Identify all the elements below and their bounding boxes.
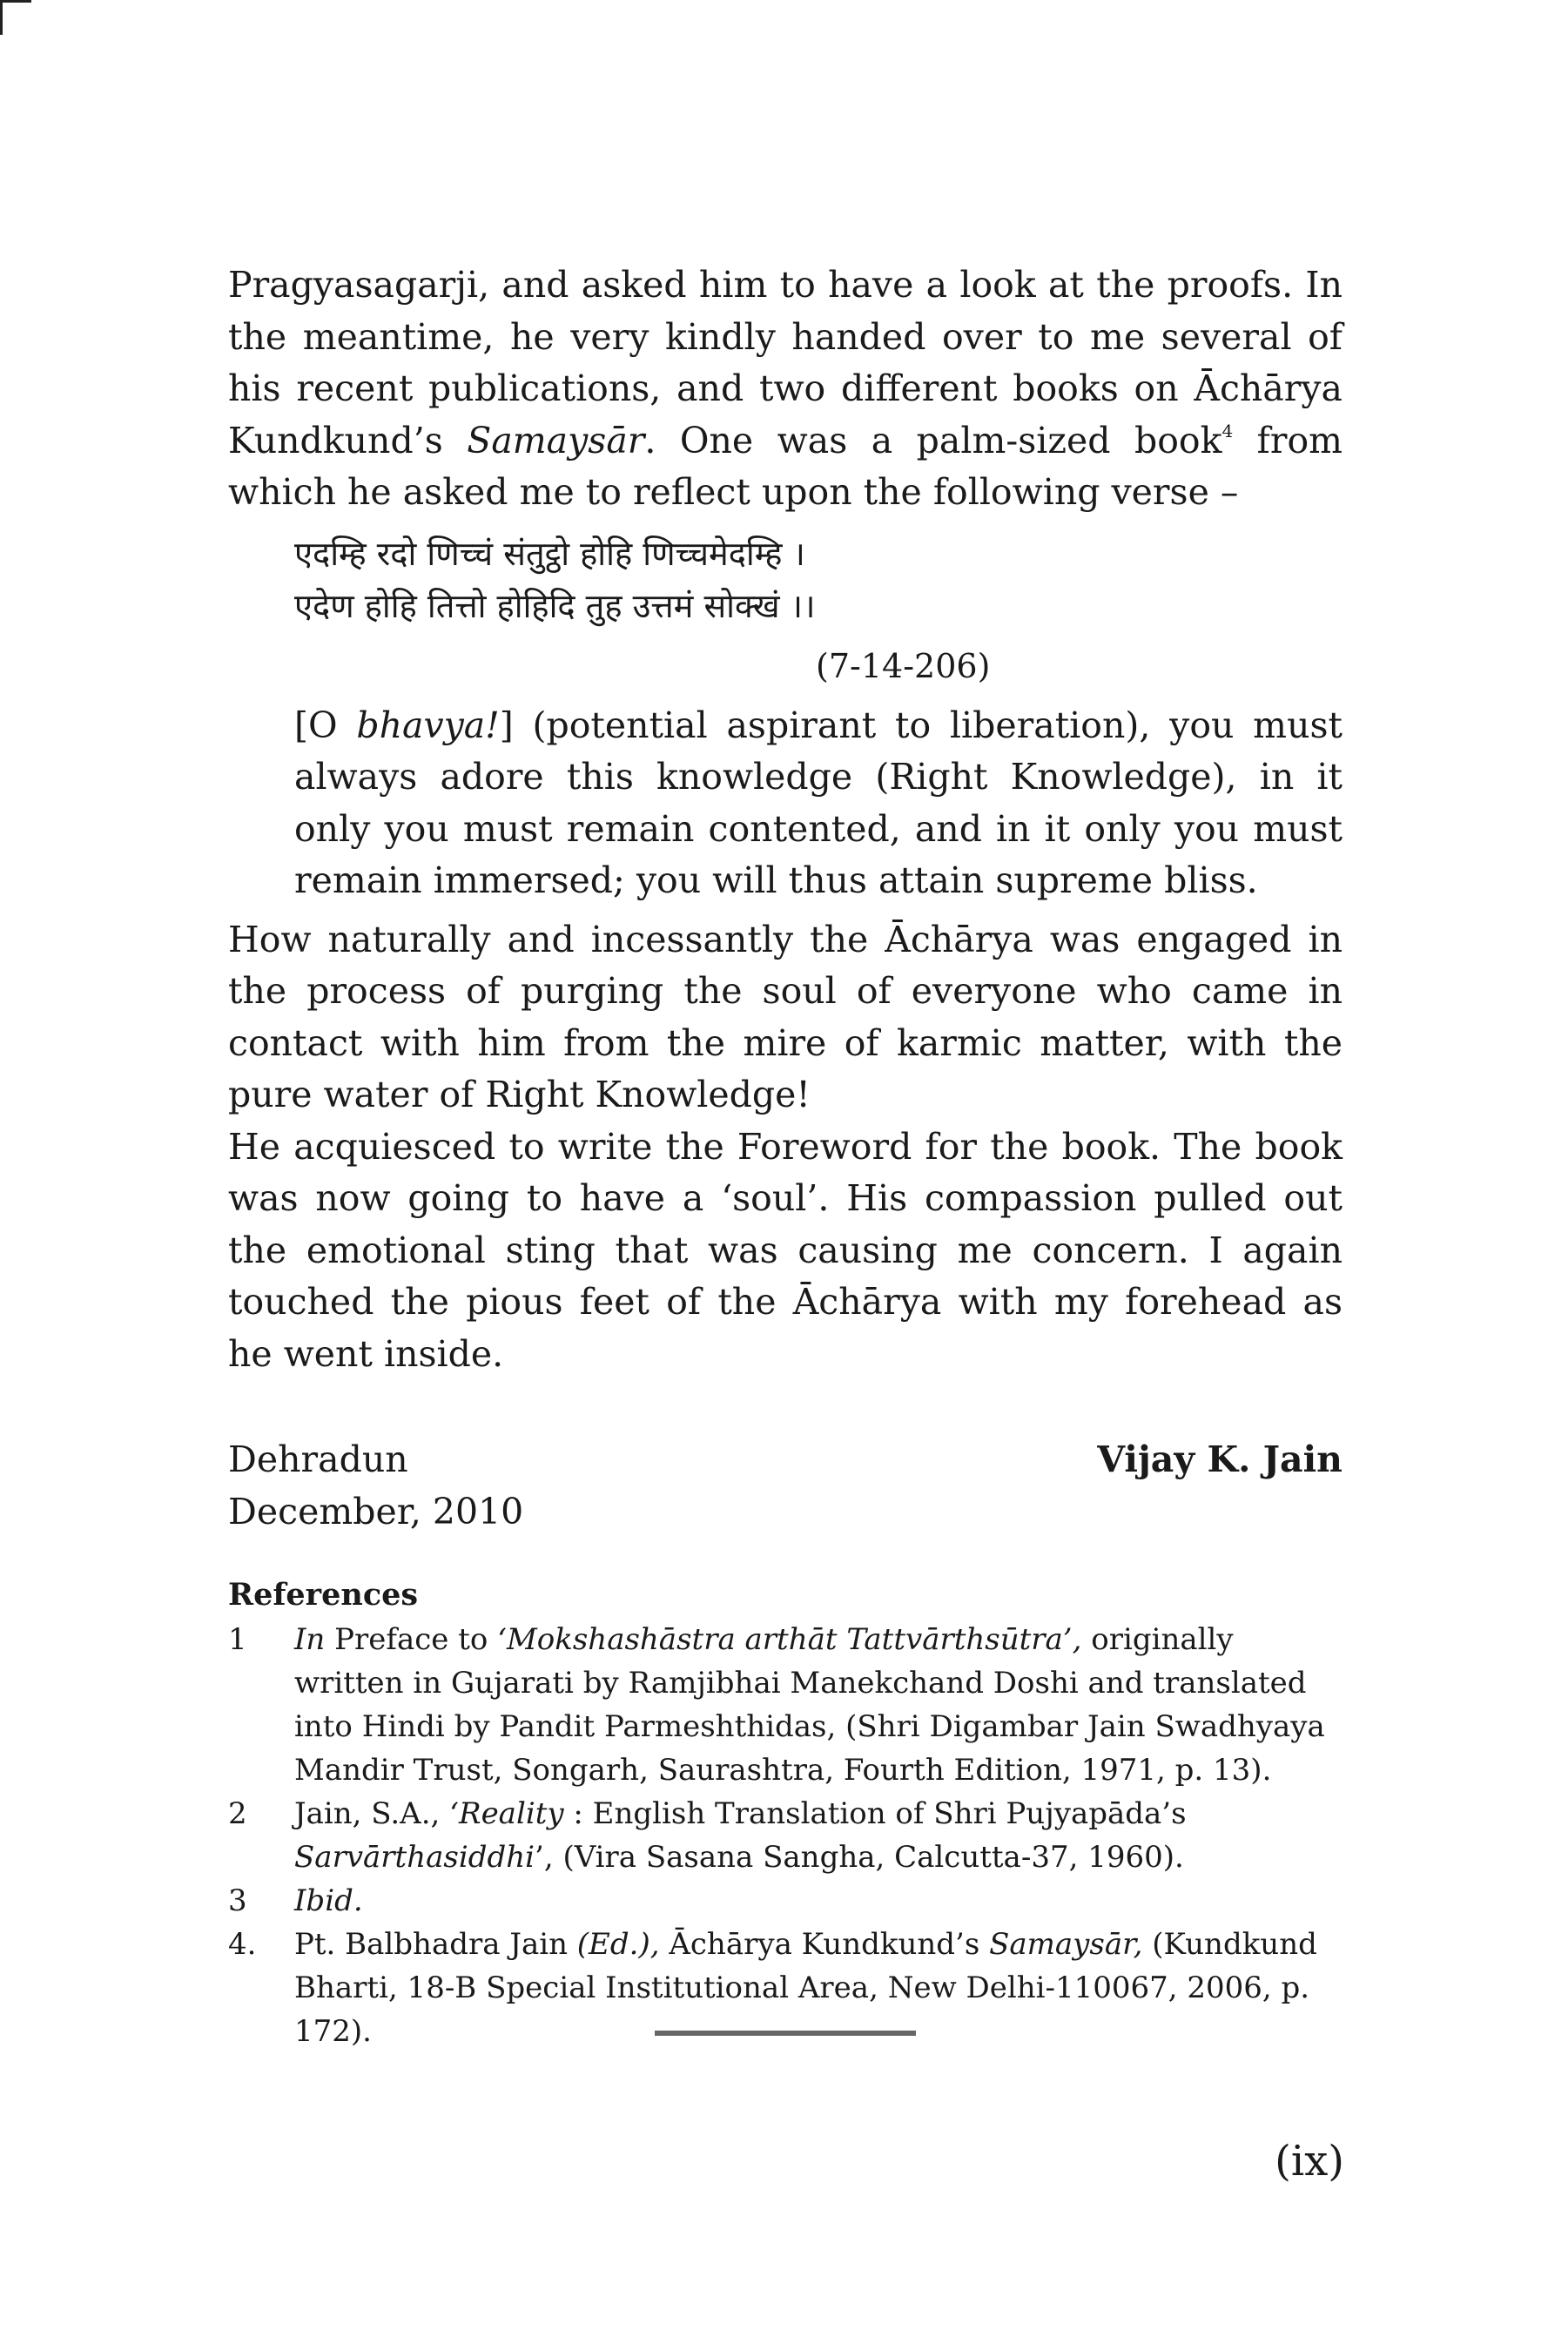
paragraph-3: He acquiesced to write the Foreword for the book. The book was now going to have a ‘soul’. His compassion pulled out the emotional sting that was causing me concern. I again touched the pious feet of the Āchārya with my forehead as he went inside. bbox=[228, 1125, 1343, 1375]
verse-reference: (7-14-206) bbox=[816, 646, 991, 685]
paragraph-1: Pragyasagarji, and asked him to have a look at the proofs. In the meantime, he very kindly handed over to me several of his recent publications, and two different books on Āchārya Kundkund’s Samaysār. One was a palm-sized book$^4$ from which he asked me to reflect upon the following verse – bbox=[228, 264, 1343, 513]
signature-block bbox=[228, 1434, 1343, 1538]
crop-mark bbox=[0, 0, 31, 35]
paragraph-2: How naturally and incessantly the Āchārya was engaged in the process of purging the soul of everyone who came in contact with him from the mire of karmic matter, with the pure water of Right Knowledge! bbox=[228, 918, 1343, 1115]
reference-item: 1 In Preface to ‘Mokshashāstra arthāt Tattvārthsūtra’, originally written in Gujarati by Ramjibhai Manekchand Doshi and translated into Hindi by Pandit Parmeshthidas, (Shri Digambar Jain Swadhyaya Mandir Trust, Songarh, Saurashtra, Fourth Edition, 1971, p. 13). bbox=[228, 1622, 1325, 1788]
verse-translation: [O bhavya!] (potential aspirant to liberation), you must always adore this knowledge (Right Knowledge), in it only you must remain contented, and in it only you must remain immersed; you will thus attain supreme bliss. bbox=[294, 704, 1343, 901]
page-number: (ix) bbox=[1275, 2137, 1344, 2186]
footnote-marker-4: 4 bbox=[1221, 420, 1234, 441]
reference-item: 2 Jain, S.A., ‘Reality : English Translation of Shri Pujyapāda’s Sarvārthasiddhi’, (Vira Sasana Sangha, Calcutta-37, 1960). bbox=[228, 1796, 1187, 1875]
author-name: Vijay K. Jain bbox=[1097, 1438, 1343, 1480]
verse-line-1: एदम्हि रदो णिच्चं संतुट्ठो होहि णिच्चमेदम्हि । bbox=[294, 534, 805, 573]
signature-date: December, 2010 bbox=[228, 1490, 524, 1533]
signature-place: Dehradun bbox=[228, 1438, 408, 1480]
book-title-samaysar: Samaysār bbox=[467, 419, 645, 461]
reference-item: 4. Pt. Balbhadra Jain (Ed.), Āchārya Kundkund’s Samaysār, (Kundkund Bharti, 18-B Special Institutional Area, New Delhi-110067, 2006, p. 172). bbox=[228, 1927, 1317, 2049]
prakrit-verse bbox=[294, 528, 1343, 632]
verse-line-2: एदेण होहि तित्तो होहिदि तुह उत्तमं सोक्खं ।। bbox=[294, 586, 816, 625]
page-content bbox=[228, 259, 1343, 2053]
reference-item: 3 Ibid. bbox=[228, 1883, 363, 1918]
references-heading: References bbox=[228, 1577, 419, 1613]
footnote-divider bbox=[655, 2031, 916, 2036]
